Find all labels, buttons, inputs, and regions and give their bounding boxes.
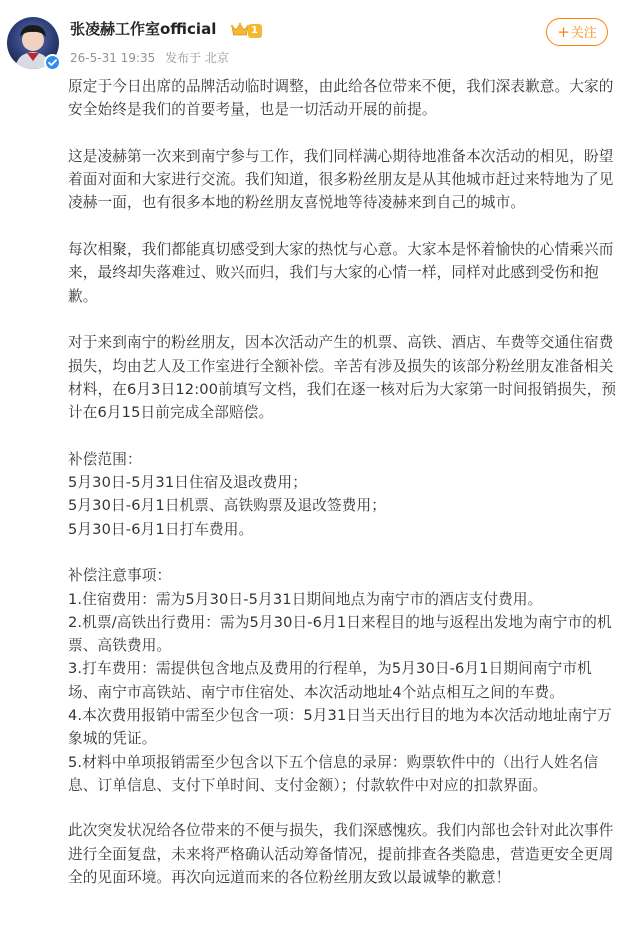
post-header (0, 0, 629, 76)
plus-icon: + (557, 23, 570, 41)
paragraph-line: 这是凌赫第一次来到南宁参与工作，我们同样满心期待地准备本次活动的相见，盼望着面对面和大家进行交流。我们知道，很多粉丝朋友是从其他城市赶过来特地为了见凌赫一面，也有很多本地的粉丝朋友喜悦地等待凌赫来到自己的城市。 (68, 147, 614, 212)
post-content (68, 75, 620, 912)
compensation-scope (68, 448, 620, 541)
paragraph-line: 5月30日-6月1日打车费用。 (68, 520, 254, 538)
paragraph-line: 1.住宿费用：需为5月30日-5月31日期间地点为南宁市的酒店支付费用。 (68, 590, 543, 608)
paragraph-line: 5月30日-6月1日机票、高铁购票及退改签费用； (68, 497, 386, 515)
paragraph-line: 对于来到南宁的粉丝朋友，因本次活动产生的机票、高铁、酒店、车费等交通住宿费损失，均由艺人及工作室进行全额补偿。辛苦有涉及损失的该部分粉丝朋友准备相关材料，在6月3日12:00前填写文档，我们在逐一核对后为大家第一时间报销损失，预计在6月15日前完成全部赔偿。 (68, 334, 617, 422)
post-paragraph (68, 819, 620, 889)
paragraph-line: 4.本次费用报销中需至少包含一项：5月31日当天出行目的地为本次活动地址南宁万象城的凭证。 (68, 707, 612, 748)
paragraph-line: 补偿注意事项： (68, 567, 172, 585)
post-paragraph (68, 145, 620, 215)
paragraph-line: 3.打车费用：需提供包含地点及费用的行程单，为5月30日-6月1日期间南宁市机场、南宁市高铁站、南宁市住宿处、本次活动地址4个站点相互之间的车费。 (68, 660, 592, 701)
paragraph-line: 原定于今日出席的品牌活动临时调整，由此给各位带来不便，我们深表歉意。大家的安全始终是我们的首要考量，也是一切活动开展的前提。 (68, 78, 614, 119)
paragraph-line: 此次突发状况给各位带来的不便与损失，我们深感愧疚。我们内部也会针对此次事件进行全面复盘，未来将严格确认活动筹备情况，提前排查各类隐患，营造更安全更周全的见面环境。再次向远道而来的各位粉丝朋友致以最诚挚的歉意！ (68, 822, 614, 886)
post-location: 发布于 北京 (165, 51, 229, 65)
paragraph-line: 补偿范围： (68, 450, 142, 468)
member-level-badge[interactable]: 1 (248, 24, 262, 38)
verified-icon (44, 54, 61, 71)
post-paragraph (68, 75, 620, 122)
follow-button[interactable] (546, 18, 608, 46)
avatar-container[interactable] (7, 17, 59, 69)
post-meta (70, 50, 235, 66)
post-date[interactable]: 26-5-31 19:35 (70, 51, 156, 65)
follow-label: 关注 (570, 26, 597, 41)
compensation-notes (68, 564, 620, 797)
paragraph-line: 每次相聚，我们都能真切感受到大家的热忱与心意。大家本是怀着愉快的心情乘兴而来，最终却失落难过、败兴而归，我们与大家的心情一样，同样对此感到受伤和抱歉。 (68, 241, 614, 305)
username[interactable]: 张凌赫工作室official (70, 20, 217, 38)
paragraph-line: 2.机票/高铁出行费用：需为5月30日-6月1日来程目的地与返程出发地为南宁市的机票、高铁费用。 (68, 613, 612, 655)
post-paragraph (68, 331, 620, 424)
post-paragraph (68, 238, 620, 308)
paragraph-line: 5.材料中单项报销需至少包含以下五个信息的录屏：购票软件中的（出行人姓名信息、订单信息、支付下单时间、支付金额）；付款软件中对应的扣款界面。 (68, 753, 599, 794)
paragraph-line: 5月30日-5月31日住宿及退改费用； (68, 474, 307, 492)
